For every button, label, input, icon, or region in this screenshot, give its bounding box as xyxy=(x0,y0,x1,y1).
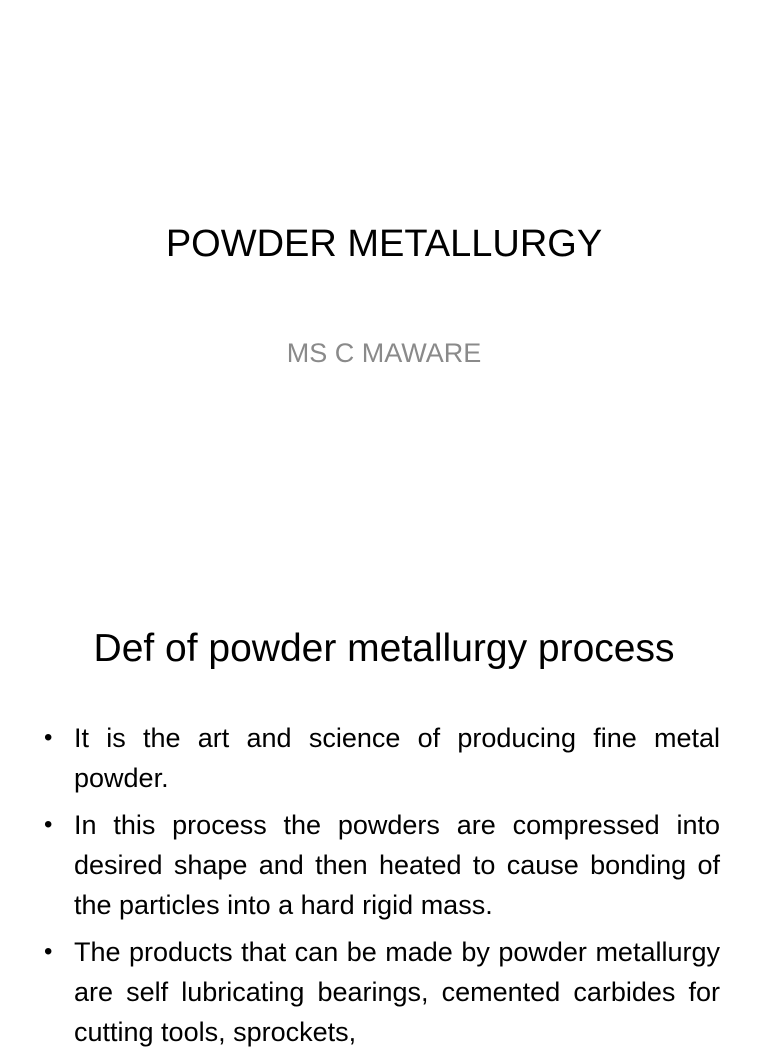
bullet-text: It is the art and science of producing fine metal powder. xyxy=(74,723,720,793)
bullet-icon: • xyxy=(44,811,53,838)
bullet-item xyxy=(44,718,720,798)
bullet-text: The products that can be made by powder metallurgy are self lubricating bearings, cemented carbides for cutting tools, sprockets, xyxy=(74,937,720,1047)
slide-title: POWDER METALLURGY xyxy=(165,223,603,265)
bullet-item xyxy=(44,932,720,1052)
bullet-item xyxy=(44,805,720,925)
bullet-text: In this process the powders are compressed into desired shape and then heated to cause bonding of the particles into a hard rigid mass. xyxy=(74,810,720,920)
slide-subtitle: MS C MAWARE xyxy=(286,338,482,368)
slide-heading: Def of powder metallurgy process xyxy=(93,627,675,670)
content-slide xyxy=(0,576,768,1047)
bullet-icon: • xyxy=(44,724,53,751)
bullet-list xyxy=(44,718,720,1059)
bullet-icon: • xyxy=(44,938,53,965)
